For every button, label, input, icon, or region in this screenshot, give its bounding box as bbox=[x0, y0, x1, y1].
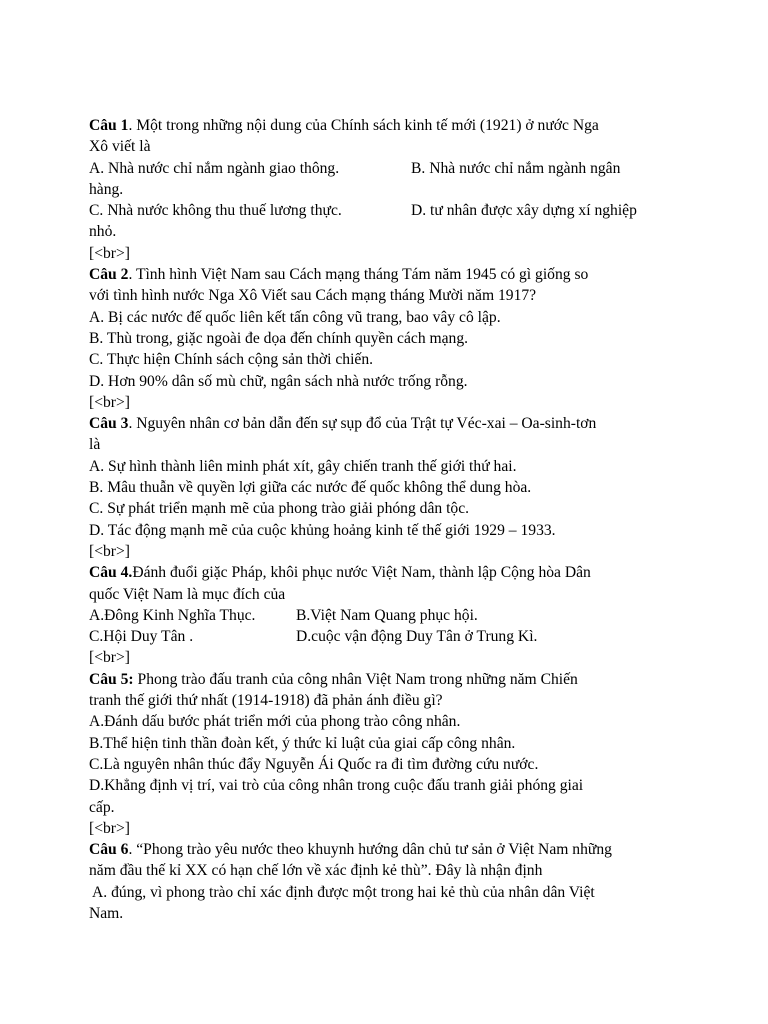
question-1 bbox=[89, 115, 679, 264]
option-a: A. Bị các nước đế quốc liên kết tấn công vũ trang, bao vây cô lập. bbox=[89, 308, 501, 326]
option-b: B.Thể hiện tinh thần đoàn kết, ý thức kỉ luật của giai cấp công nhân. bbox=[89, 734, 516, 752]
question-5-text: Phong trào đấu tranh của công nhân Việt Nam trong những năm Chiến bbox=[133, 670, 578, 688]
option-c: C.Hội Duy Tân . bbox=[89, 628, 194, 646]
question-6-label: Câu 6 bbox=[89, 841, 129, 859]
question-3 bbox=[89, 413, 679, 562]
separator: [<br>] bbox=[89, 244, 130, 262]
question-5-line-2: tranh thế giới thứ nhất (1914-1918) đã phản ánh điều gì? bbox=[89, 692, 443, 710]
option-c: C. Nhà nước không thu thuế lương thực. bbox=[89, 202, 342, 220]
option-b-continued: hàng. bbox=[89, 180, 124, 198]
question-1-text: . Một trong những nội dung của Chính sách kinh tế mới (1921) ở nước Nga bbox=[128, 117, 599, 134]
option-b: B. Nhà nước chỉ nắm ngành ngân bbox=[411, 159, 621, 177]
separator: [<br>] bbox=[89, 542, 130, 560]
separator: [<br>] bbox=[89, 393, 130, 411]
question-2-label: Câu 2 bbox=[89, 266, 129, 284]
option-d: D.Khẳng định vị trí, vai trò của công nhân trong cuộc đấu tranh giải phóng giai bbox=[89, 777, 584, 795]
question-5-label: Câu 5: bbox=[89, 670, 134, 688]
option-d: D. Tác động mạnh mẽ của cuộc khủng hoảng kinh tế thế giới 1929 – 1933. bbox=[89, 521, 556, 539]
option-a: A. Sự hình thành liên minh phát xít, gây chiến tranh thế giới thứ hai. bbox=[89, 457, 517, 475]
question-1-line-2: Xô viết là bbox=[89, 138, 151, 156]
question-4-options-ab bbox=[89, 605, 679, 626]
question-5 bbox=[89, 669, 679, 839]
question-4-label: Câu 4. bbox=[89, 564, 133, 582]
option-c: C. Sự phát triển mạnh mẽ của phong trào giải phóng dân tộc. bbox=[89, 500, 470, 518]
option-b: B. Thù trong, giặc ngoài đe dọa đến chính quyền cách mạng. bbox=[89, 329, 469, 347]
option-d: D. tư nhân được xây dựng xí nghiệp bbox=[411, 202, 637, 220]
question-list bbox=[89, 115, 679, 924]
option-d-continued: cấp. bbox=[89, 798, 115, 816]
question-1-label: Câu 1 bbox=[89, 117, 129, 134]
question-2-line-1 bbox=[89, 264, 679, 285]
question-2 bbox=[89, 264, 679, 413]
question-3-label: Câu 3 bbox=[89, 415, 129, 433]
question-4-line-1 bbox=[89, 562, 679, 583]
question-4-line-2: quốc Việt Nam là mục đích của bbox=[89, 585, 286, 603]
question-3-text: . Nguyên nhân cơ bản dẫn đến sự sụp đổ của Trật tự Véc-xai – Oa-sinh-tơn bbox=[128, 415, 597, 433]
option-d: D. Hơn 90% dân số mù chữ, ngân sách nhà nước trống rỗng. bbox=[89, 372, 468, 390]
option-a: A.Đánh dấu bước phát triển mới của phong trào công nhân. bbox=[89, 713, 461, 731]
question-1-options-ab bbox=[89, 158, 679, 179]
option-d: D.cuộc vận động Duy Tân ở Trung Kì. bbox=[296, 628, 538, 646]
question-3-line-2: là bbox=[89, 436, 101, 454]
option-a-continued: Nam. bbox=[89, 904, 124, 922]
option-a: A. đúng, vì phong trào chỉ xác định được một trong hai kẻ thù của nhân dân Việt bbox=[89, 883, 595, 901]
option-d-continued: nhỏ. bbox=[89, 223, 117, 241]
option-c: C.Là nguyên nhân thúc đẩy Nguyễn Ái Quốc ra đi tìm đường cứu nước. bbox=[89, 755, 539, 773]
separator: [<br>] bbox=[89, 649, 130, 667]
option-a: A. Nhà nước chỉ nắm ngành giao thông. bbox=[89, 159, 340, 177]
question-2-line-2: với tình hình nước Nga Xô Viết sau Cách mạng tháng Mười năm 1917? bbox=[89, 287, 537, 305]
question-6 bbox=[89, 839, 679, 924]
question-2-text: . Tình hình Việt Nam sau Cách mạng tháng Tám năm 1945 có gì giống so bbox=[128, 266, 589, 284]
question-6-line-1 bbox=[89, 839, 679, 860]
question-4-text: Đánh đuổi giặc Pháp, khôi phục nước Việt Nam, thành lập Cộng hòa Dân bbox=[132, 564, 591, 582]
question-3-line-1 bbox=[89, 413, 679, 434]
question-1-line-1 bbox=[89, 115, 679, 136]
question-6-line-2: năm đầu thế kỉ XX có hạn chế lớn về xác định kẻ thù”. Đây là nhận định bbox=[89, 862, 543, 880]
option-c: C. Thực hiện Chính sách cộng sản thời chiến. bbox=[89, 351, 374, 369]
question-5-line-1 bbox=[89, 669, 679, 690]
question-4 bbox=[89, 562, 679, 668]
question-4-options-cd bbox=[89, 626, 679, 647]
question-1-options-cd bbox=[89, 200, 679, 221]
question-6-text: . “Phong trào yêu nước theo khuynh hướng dân chủ tư sản ở Việt Nam những bbox=[128, 841, 612, 859]
option-b: B.Việt Nam Quang phục hội. bbox=[296, 606, 478, 624]
option-a: A.Đông Kinh Nghĩa Thục. bbox=[89, 606, 256, 624]
option-b: B. Mâu thuẫn về quyền lợi giữa các nước đế quốc không thể dung hòa. bbox=[89, 479, 532, 497]
separator: [<br>] bbox=[89, 819, 130, 837]
